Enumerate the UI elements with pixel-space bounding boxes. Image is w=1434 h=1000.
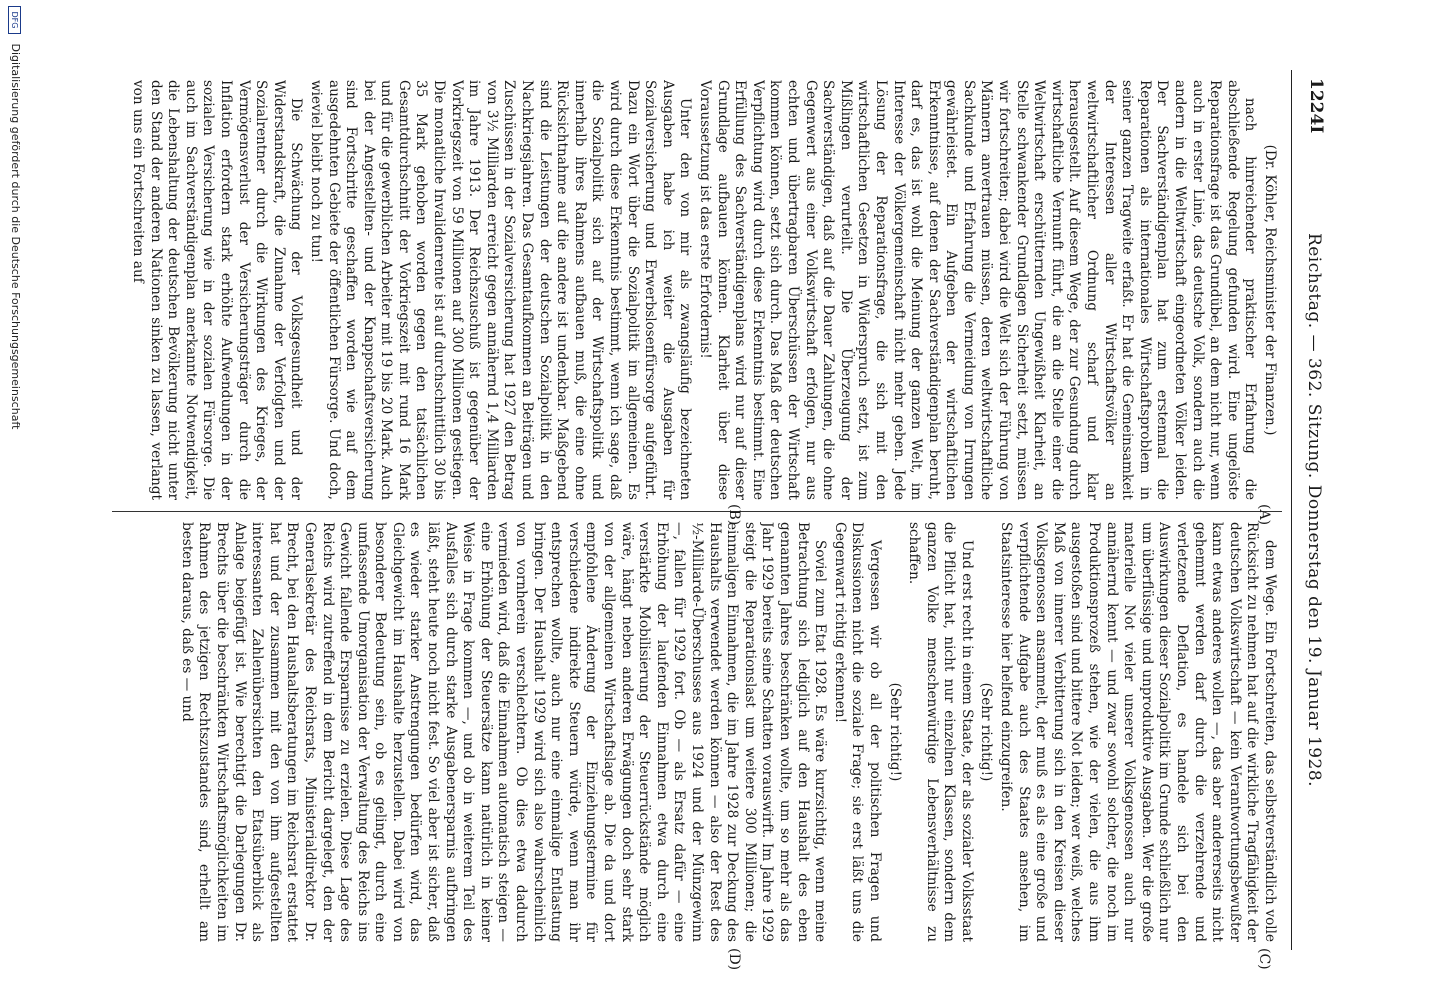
paragraph: nach hinreichender praktischer Erfahrung die abschließende Regelung gefunden wird. Eine ungelöste Reparationsfrage ist das Grundübel, an dem nicht nur, wenn auch in erster Linie, das deutsche Volk, sondern auch die andern in die Weltwirtschaft eingeordneten Völker leiden. Der Sachverständigenplan hat zum erstenmal die Reparationen als internationales Wirtschaftsproblem in seiner ganzen Tragweite erfaßt. Er hat die Gemeinsamkeit der Interessen aller Wirtschaftsvölker an weltwirtschaftlicher Ordnung scharf und klar herausgestellt. Auf diesem Wege, der zur Gesundung durch wirtschaftliche Vernunft führt, die an die Stelle einer die Weltwirtschaft erschütternden Ungewißheit Klarheit, an Stelle schwankender Grundlagen Sicherheit setzt, müssen wir fortschreiten; dabei wird die Welt sich der Führung von Männern anvertrauen müssen, deren weltwirtschaftliche Sachkunde und Erfahrung die Vermeidung von Irrungen gewährleistet. Ein Aufgeben der wirtschaftlichen Erkenntnisse, auf denen der Sachverständigenplan beruht, darf es, das ist wohl die Meinung der ganzen Welt, im Interesse der Völkergemeinschaft nicht mehr geben. Jede Lösung der Reparationsfrage, die sich mit den wirtschaftlichen Gesetzen in Widerspruch setzt, ist zum Mißlingen verurteilt. Die Überzeugung der Sachverständigen, daß auf die Dauer Zahlungen, die ohne Gegenwert aus einer Volkswirtschaft erfolgen, nur aus echten und übertragbaren Überschüssen der Wirtschaft kommen können, setzt sich durch. Das Maß der deutschen Verpflichtung wird durch diese Erkenntnis bestimmt. Eine Erfüllung des Sachverständigenplans wird nur auf dieser Grundlage aufbauen können. Klarheit über diese Voraussetzung ist das erste Erfordernis! bbox=[697, 80, 1259, 500]
paragraph: dem Wege. Ein Fortschreiten, das selbstverständlich volle Rücksicht zu nehmen hat auf die wirkliche Tragfähigkeit der deutschen Volkswirtschaft — kein Verantwortungsbewußter kann etwas anderes wollen —, das aber andererseits nicht gehemmt werden darf durch die verzehrende und verletzende Deflation, es handele sich bei den Auswirkungen dieser Sozialpolitik im Grunde schließlich nur um überflüssige und unproduktive Ausgaben. Wer die große materielle Not vieler unserer Volksgenossen auch nur annähernd kennt — und zwar sowohl solcher, die noch im Produktionsprozeß stehen, wie der vielen, die aus ihm ausgestoßen sind und bittere Not leiden; wer weiß, welches Maß von innerer Verbitterung sich in den Kreisen dieser Volksgenossen ansammelt, der muß es als eine große und verpflichtende Aufgabe auch des Staates ansehen, im Staatsinteresse hier helfend einzugreifen. bbox=[998, 522, 1278, 942]
page-title: Reichstag. — 362. Sitzung. Donnerstag den 19. Januar 1928. bbox=[1304, 232, 1324, 788]
right-column bbox=[113, 522, 1278, 942]
paragraph: Soviel zum Etat 1928. Es wäre kurzsichtig, wenn meine Betrachtung sich lediglich auf den Haushalt des eben genannten Jahres beschränken wollte, um so mehr als das Jahr 1929 bereits seine Schatten vorauswirft. Im Jahre 1929 steigt die Reparationslast um weitere 300 Millionen; die einmaligen Einnahmen, die im Jahre 1928 zur Deckung des Haushalts verwendet werden können — also der Rest des ½-Milliarde-Überschusses aus 1924 und der Münzgewinn —, fallen für 1929 fort. Ob — als Ersatz dafür — eine Erhöhung der laufenden Einnahmen etwa durch eine verstärkte Mobilisierung der Steuerrückstände möglich wäre, hängt neben anderen Erwägungen doch sehr stark von der allgemeinen Wirtschaftslage ab. Die da und dort empfohlene Änderung der Einziehungstermine für verschiedene indirekte Steuern würde, wenn man ihr entsprechen wollte, auch nur eine einmalige Entlastung bringen. Der Haushalt 1929 wird sich also wahrscheinlich von vornherein verschlechtern. Ob dies etwa dadurch vermieden wird, daß die Einnahmen automatisch steigen — eine Erhöhung der Steuersätze kann natürlich in keiner Weise in Frage kommen —, und ob in weiterem Teil des Ausfalles sich durch starke Ausgabenersparnis aufbringen läßt, steht heute noch nicht fest. So viel aber ist sicher, daß es wieder starker Anstrengungen bedürfen wird, das Gleichgewicht im Haushalte herzustellen. Dabei wird von besonderer Bedeutung sein, ob es gelingt, durch eine umfassende Umorganisation der Verwaltung des Reichs ins Gewicht fallende Ersparnisse zu erzielen. Diese Lage des Reichs wird zutreffend in dem Bericht dargelegt, den der Generalsekretär des Reichsrats, Ministerialdirektor Dr. Brecht, bei den Haushaltsberatungen im Reichsrat erstattet hat und der zusammen mit den von ihm aufgestellten interessanten Zahlenübersichten den Etatsüberblick als Anlage beigefügt ist. Wie berechtigt die Darlegungen Dr. Brechts über die beschränkten Wirtschaftsmöglichkeiten im Rahmen des jetzigen Rechtszustandes sind, erhellt am besten daraus, daß es — und bbox=[178, 522, 829, 942]
left-column bbox=[113, 80, 1278, 500]
paragraph: Vergessen wir ob all der politischen Fragen und Diskussionen nicht die soziale Frage; sie erst läßt uns die Gegenwart richtig erkennen! bbox=[831, 522, 883, 942]
margin-mark-a: (A) bbox=[1256, 504, 1272, 526]
margin-mark-c: (C) bbox=[1256, 948, 1272, 970]
column-divider bbox=[112, 511, 1282, 512]
paragraph: Die Schwächung der Volksgesundheit und der Widerstandskraft, die Zunahme der Verfolgten und der Sozialrentner durch die Wirkungen des Krieges, der Vermögensverlust der Versicherungsträger durch die Inflation erfordern stark erhöhte Aufwendungen in der sozialen Versicherung wie in der sozialen Fürsorge. Die auch im Sachverständigenplan anerkannte Notwendigkeit, die Lebenshaltung der deutschen Bevölkerung nicht unter den Stand der anderen Nationen sinken zu lassen, verlangt von uns ein Fortschreiten auf bbox=[130, 80, 305, 500]
interjection: (Sehr richtig!) bbox=[886, 682, 903, 782]
speaker-line: (Dr. Köhler, Reichsminister der Finanzen.) bbox=[1262, 144, 1278, 436]
paragraph: Und erst recht in einem Staate, der als sozialer Volksstaat die Pflicht hat, nicht nur einzelnen Klassen, sondern dem ganzen Volke menschenwürdige Lebensverhältnisse zu schaffen. bbox=[906, 522, 975, 942]
dfg-logo-icon: DFG bbox=[9, 6, 22, 34]
margin-mark-b: (B) bbox=[726, 504, 742, 526]
page-header bbox=[1291, 70, 1332, 950]
margin-mark-d: (D) bbox=[726, 948, 742, 971]
digitization-credit-text: Digitalisierung gefördert durch die Deutsche Forschungsgemeinschaft bbox=[9, 43, 22, 430]
digitization-credit bbox=[8, 6, 22, 996]
paragraph: Unter den von mir als zwangsläufig bezeichneten Ausgaben habe ich weiter die Ausgaben für Sozialversicherung und Erwerbslosenfürsorge aufgeführt. Dazu ein Wort über die Sozialpolitik im allgemeinen. Es wird durch diese Erkenntnis bestimmt, wenn ich sage, daß die Sozialpolitik sich auf der Wirtschaftspolitik und innerhalb ihres Rahmens aufbauen muß, die eine ohne Rücksichtnahme auf die andere ist undenkbar. Maßgebend sind die Leistungen der deutschen Sozialpolitik in den Nachkriegsjahren. Das Gesamtaufkommen an Beiträgen und Zuschüssen in der Sozialversicherung hat 1927 den Betrag von 3½ Milliarden erreicht gegen annähernd 1,4 Milliarden im Jahre 1913. Der Reichszuschuß ist gegenüber der Vorkriegszeit von 59 Millionen auf 300 Millionen gestiegen. Die monatliche Invalidenrente ist auf durchschnittlich 30 bis 35 Mark gehoben worden gegen den tatsächlichen Gesamtdurchschnitt der Vorkriegszeit mit rund 16 Mark und für die gewerblichen Arbeiter mit 19 bis 20 Mark. Auch bei der Angestellten- und der Knappschaftsversicherung sind Fortschritte geschaffen worden wie auf dem ausgedehnten Gebiete der öffentlichen Fürsorge. Und doch, wieviel bleibt noch zu tun! bbox=[307, 80, 694, 500]
interjection: (Sehr richtig!) bbox=[978, 682, 995, 782]
page-number: 1224I bbox=[1306, 78, 1326, 134]
document-page bbox=[107, 70, 1332, 971]
